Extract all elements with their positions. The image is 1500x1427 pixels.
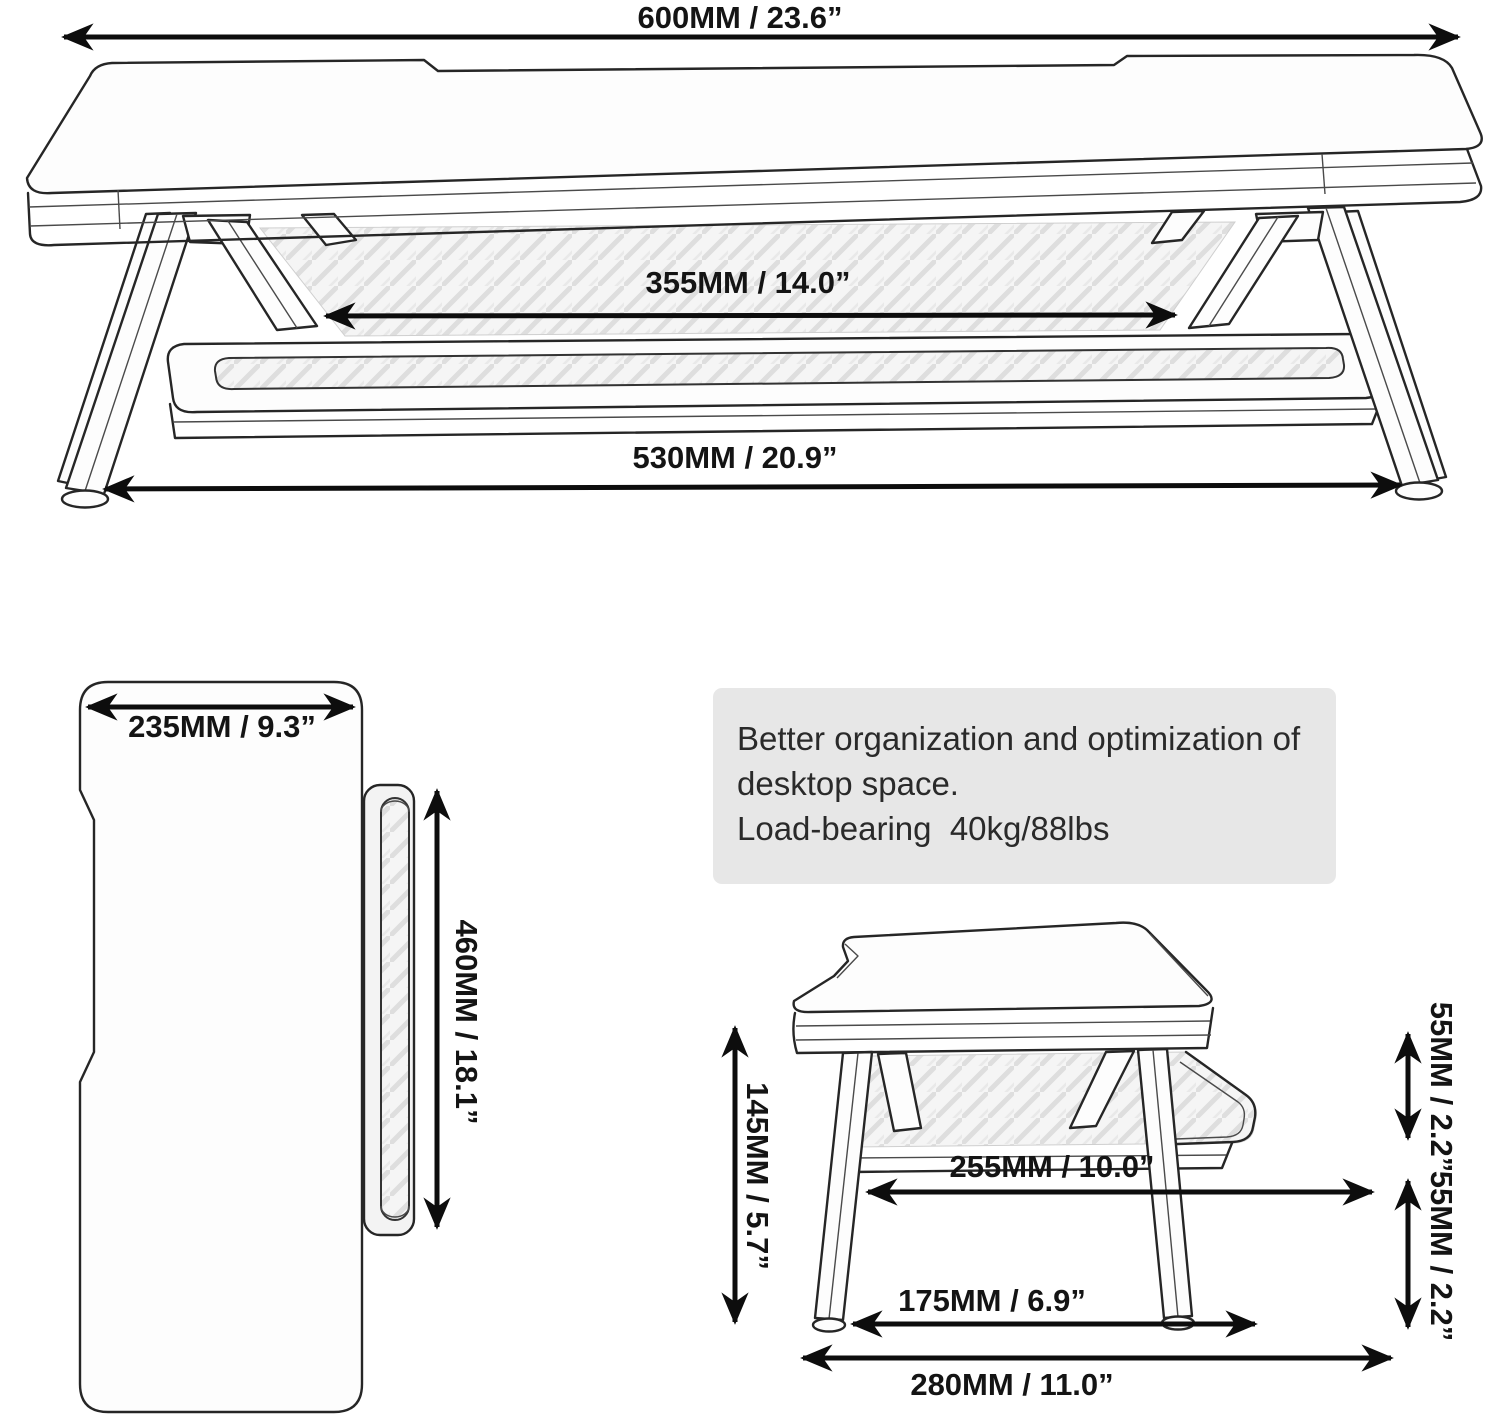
label-depth: 235MM / 9.3” [128, 709, 316, 744]
dim-arrow-355mm [326, 315, 1175, 316]
side-slab-top [794, 923, 1212, 1012]
side-slab-face [793, 1008, 1213, 1053]
label-top-width: 600MM / 23.6” [637, 0, 843, 35]
side-slab-face-line1 [796, 1021, 1210, 1026]
label-inner-leg-span: 175MM / 6.9” [898, 1283, 1086, 1318]
side-left-foot [813, 1319, 845, 1332]
top-view-board [80, 682, 362, 1412]
info-box-line2: desktop space. [737, 765, 959, 802]
side-slab-face-line2 [796, 1035, 1211, 1040]
info-box [713, 688, 1336, 884]
label-length: 460MM / 18.1” [449, 919, 484, 1125]
dim-arrow-530mm [105, 485, 1400, 489]
label-height: 145MM / 5.7” [740, 1082, 775, 1270]
top-view-panel-slot [381, 798, 409, 1220]
front-left-foot [62, 491, 108, 508]
label-outer-leg-span: 280MM / 11.0” [910, 1367, 1114, 1402]
side-view-drawing [793, 923, 1256, 1332]
info-box-line1: Better organization and optimization of [737, 720, 1301, 757]
label-bottom-clearance: 55MM / 2.2” [1424, 1170, 1459, 1342]
label-shelf-span: 255MM / 10.0” [949, 1149, 1155, 1184]
top-view-drawing [80, 682, 414, 1412]
label-base-width: 530MM / 20.9” [632, 440, 838, 475]
info-box-line3: Load-bearing 40kg/88lbs [737, 810, 1110, 847]
front-right-foot [1396, 483, 1442, 500]
front-slab-top [27, 55, 1482, 193]
label-shelf-width: 355MM / 14.0” [645, 265, 851, 300]
label-top-clearance: 55MM / 2.2” [1424, 1001, 1459, 1173]
front-left-outer-leg-line [85, 214, 177, 491]
